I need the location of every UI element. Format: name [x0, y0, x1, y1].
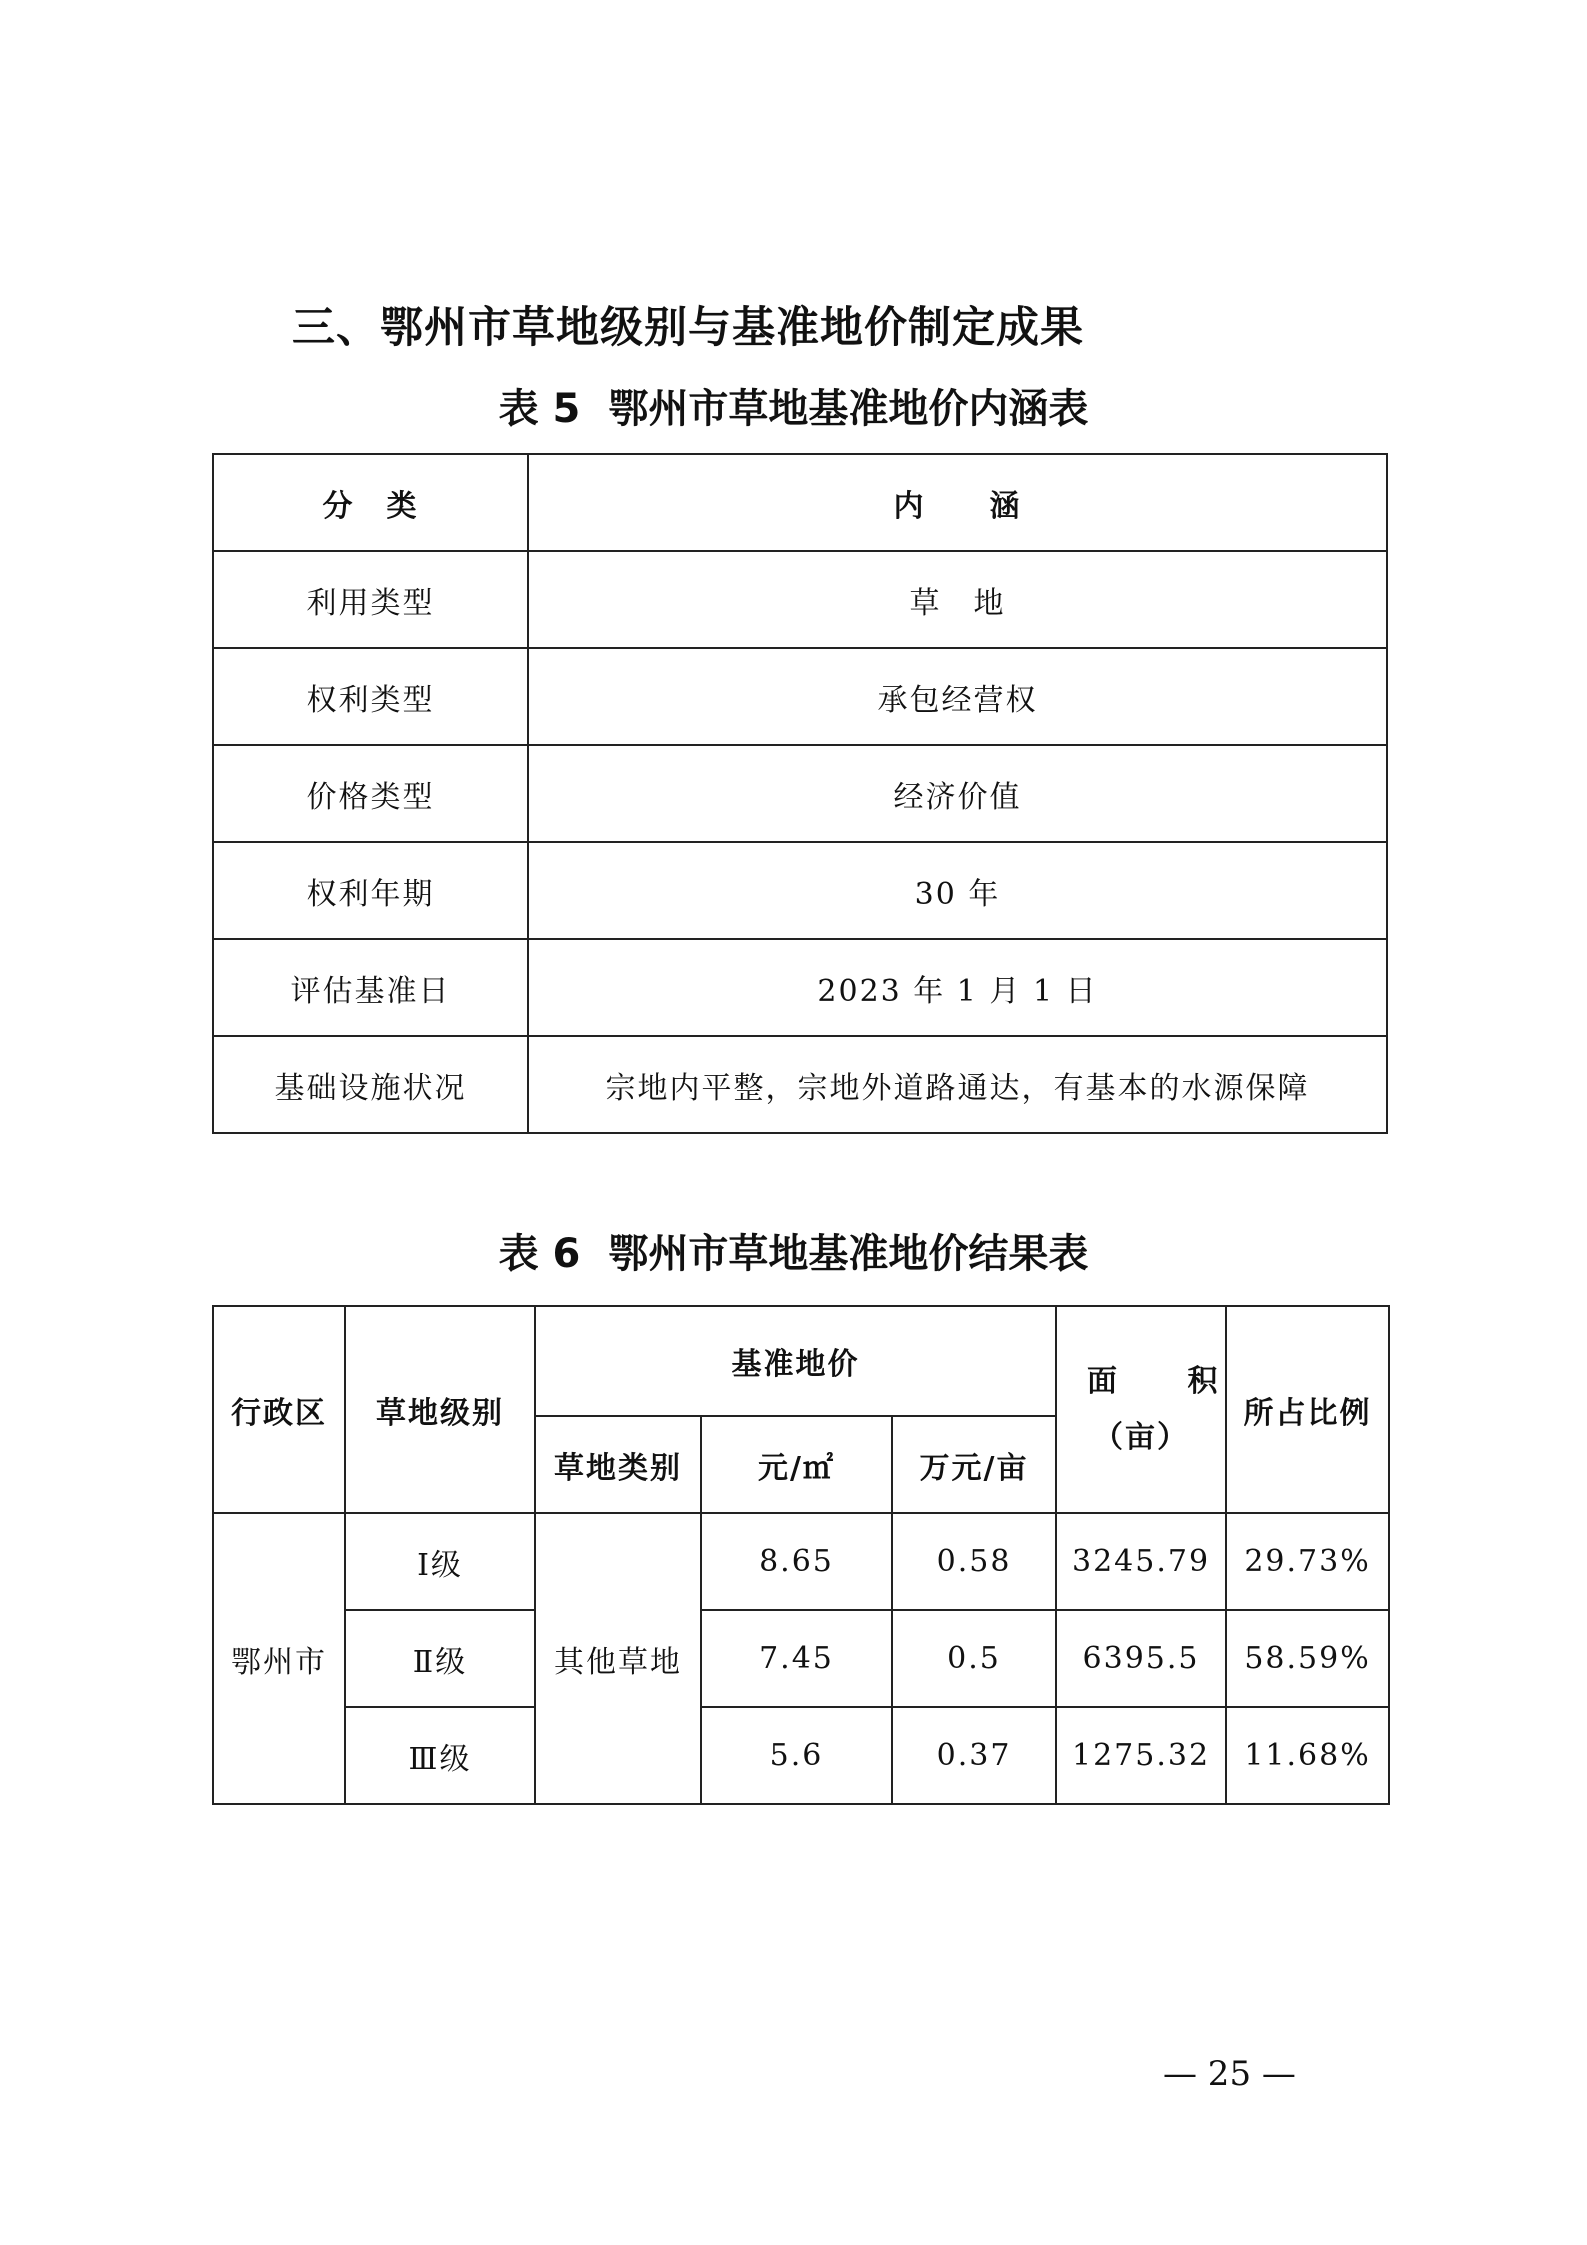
table6-caption-number: 表 6 [498, 1231, 581, 1277]
table5-row-label: 利用类型 [213, 551, 528, 648]
table6-caption [0, 1226, 1587, 1282]
table6-header-base-price: 基准地价 [535, 1306, 1056, 1416]
table6-header-unit-m2: 元/㎡ [701, 1416, 892, 1513]
table5-row-value: 宗地内平整，宗地外道路通达，有基本的水源保障 [528, 1036, 1387, 1133]
table6-caption-title: 鄂州市草地基准地价结果表 [608, 1231, 1089, 1277]
table6-header-grade: 草地级别 [345, 1306, 535, 1513]
table5-caption-number: 表 5 [498, 386, 581, 432]
table5-header-connotation: 内 涵 [528, 454, 1387, 551]
table6-header-area-unit: （亩） [1093, 1419, 1190, 1455]
table6-share-cell: 11.68% [1226, 1707, 1389, 1804]
table5-row-value: 承包经营权 [528, 648, 1387, 745]
table6-price-m2-cell: 7.45 [701, 1610, 892, 1707]
table6-price-mu-cell: 0.58 [892, 1513, 1056, 1610]
table6-share-cell: 58.59% [1226, 1610, 1389, 1707]
table6-header-row-1 [213, 1306, 1389, 1416]
table5-row-value: 30 年 [528, 842, 1387, 939]
table-row [213, 1513, 1389, 1610]
table5-row-label: 价格类型 [213, 745, 528, 842]
table5-connotation-table [212, 453, 1388, 1134]
table6-header-district: 行政区 [213, 1306, 345, 1513]
table6-price-m2-cell: 8.65 [701, 1513, 892, 1610]
table5-row-value: 2023 年 1 月 1 日 [528, 939, 1387, 1036]
table5-caption [0, 381, 1587, 437]
table6-area-cell: 3245.79 [1056, 1513, 1226, 1610]
table6-area-cell: 6395.5 [1056, 1610, 1226, 1707]
table6-share-cell: 29.73% [1226, 1513, 1389, 1610]
table6-category-cell: 其他草地 [535, 1513, 701, 1804]
table6-header-unit-mu: 万元/亩 [892, 1416, 1056, 1513]
table-row [213, 842, 1387, 939]
table-row [213, 1036, 1387, 1133]
table-row [213, 551, 1387, 648]
table6-grade-cell: Ⅰ级 [345, 1513, 535, 1610]
table5-row-label: 评估基准日 [213, 939, 528, 1036]
table5-row-value: 草 地 [528, 551, 1387, 648]
table-row [213, 1707, 1389, 1804]
section-title: 三、鄂州市草地级别与基准地价制定成果 [292, 303, 1084, 353]
table-row [213, 745, 1387, 842]
table5-caption-title: 鄂州市草地基准地价内涵表 [608, 386, 1089, 432]
table-row [213, 648, 1387, 745]
table5-header-category: 分 类 [213, 454, 528, 551]
table6-district-cell: 鄂州市 [213, 1513, 345, 1804]
table6-header-area-label: 面 积 [1087, 1363, 1248, 1399]
table6-price-mu-cell: 0.37 [892, 1707, 1056, 1804]
table6-grade-cell: Ⅲ级 [345, 1707, 535, 1804]
table6-price-mu-cell: 0.5 [892, 1610, 1056, 1707]
table5-row-label: 基础设施状况 [213, 1036, 528, 1133]
table6-header-share: 所占比例 [1226, 1306, 1389, 1513]
table6-price-m2-cell: 5.6 [701, 1707, 892, 1804]
table-row [213, 1610, 1389, 1707]
table5-row-label: 权利类型 [213, 648, 528, 745]
table6-header-area [1056, 1306, 1248, 1513]
table6-grade-cell: Ⅱ级 [345, 1610, 535, 1707]
table-row [213, 939, 1387, 1036]
table5-row-value: 经济价值 [528, 745, 1387, 842]
table6-area-cell: 1275.32 [1056, 1707, 1226, 1804]
table6-results-table [212, 1305, 1390, 1805]
page-number: — 25 — [1163, 2054, 1296, 2094]
table6-header-category: 草地类别 [535, 1416, 701, 1513]
table5-header-row [213, 454, 1387, 551]
table5-row-label: 权利年期 [213, 842, 528, 939]
